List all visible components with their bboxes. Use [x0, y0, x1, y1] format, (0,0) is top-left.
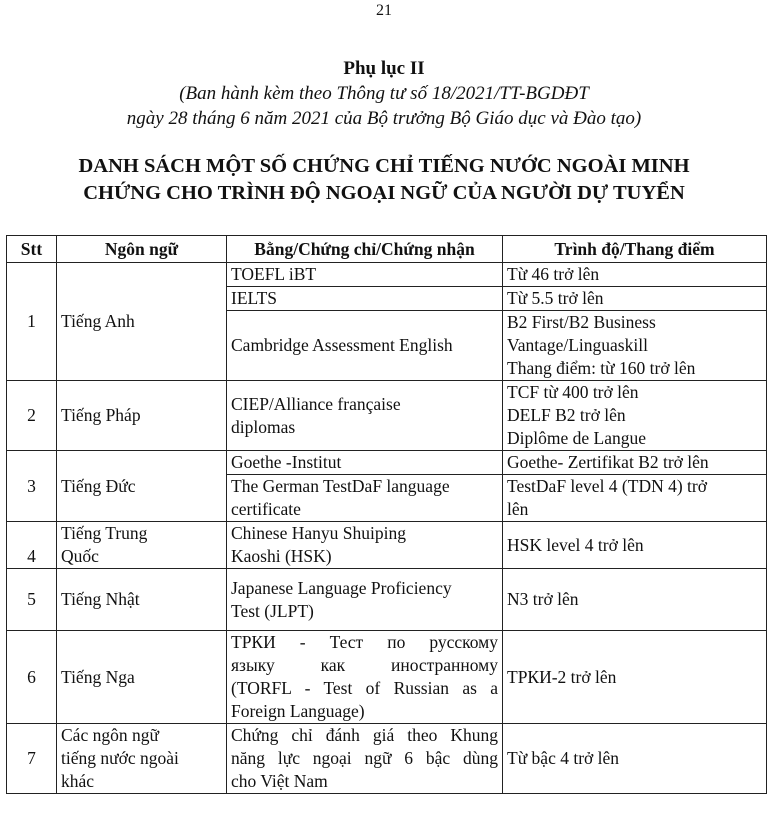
row-stt: 2	[7, 381, 57, 451]
cert-name-line: Foreign Language)	[231, 701, 365, 721]
cert-name-line: diplomas	[231, 416, 296, 437]
row-language	[57, 522, 227, 569]
cert-name-line: Chinese Hanyu Shuiping	[231, 523, 406, 543]
cert-name-line: Test (JLPT)	[231, 600, 314, 621]
cert-name-line: certificate	[231, 499, 301, 519]
cert-level: Từ 5.5 trở lên	[503, 287, 767, 311]
cert-level-line: TestDaF level 4 (TDN 4) trở	[507, 476, 707, 496]
document-heading-line1: DANH SÁCH MỘT SỐ CHỨNG CHỈ TIẾNG NƯỚC NGOÀI MINH	[78, 155, 690, 177]
table-row	[7, 263, 767, 287]
header-stt: Stt	[7, 236, 57, 263]
page-number: 21	[376, 2, 392, 19]
cert-level-line: lên	[507, 499, 529, 519]
cert-name	[227, 522, 503, 569]
document-heading-line2: CHỨNG CHO TRÌNH ĐỘ NGOẠI NGỮ CỦA NGƯỜI DỰ TUYỂN	[83, 182, 685, 204]
cert-level: N3 trở lên	[503, 569, 767, 631]
cert-name: IELTS	[227, 287, 503, 311]
appendix-title: Phụ lục II	[343, 58, 425, 79]
cert-level-line: TCF từ 400 trở lên	[507, 382, 639, 402]
cert-name-line: Kaoshi (HSK)	[231, 546, 332, 566]
row-language-line: Tiếng Trung	[61, 523, 148, 543]
table-row	[7, 569, 767, 631]
cert-level: Goethe- Zertifikat B2 trở lên	[503, 451, 767, 475]
cert-name-line: Japanese Language Proficiency	[231, 577, 452, 598]
cert-name: Goethe -Institut	[227, 451, 503, 475]
row-language: Tiếng Nga	[57, 631, 227, 724]
table-row	[7, 724, 767, 794]
table-row	[7, 451, 767, 475]
row-language: Tiếng Pháp	[57, 381, 227, 451]
header-language: Ngôn ngữ	[57, 236, 227, 263]
cert-name	[227, 381, 503, 451]
cert-name	[227, 631, 503, 724]
cert-name-line: năng lực ngoại ngữ 6 bậc dùng	[231, 748, 498, 768]
cert-level	[503, 381, 767, 451]
cert-level: HSK level 4 trở lên	[503, 522, 767, 569]
cert-level: ТРКИ-2 trở lên	[503, 631, 767, 724]
table-row	[7, 381, 767, 451]
cert-level: Từ 46 trở lên	[503, 263, 767, 287]
cert-name	[227, 569, 503, 631]
cert-name	[227, 724, 503, 794]
cert-level	[503, 311, 767, 381]
row-stt: 5	[7, 569, 57, 631]
row-language: Tiếng Đức	[57, 451, 227, 522]
row-stt: 3	[7, 451, 57, 522]
row-stt: 4	[7, 522, 57, 569]
cert-name-line: языку как иностранному	[231, 655, 498, 675]
row-language-line: tiếng nước ngoài	[61, 748, 179, 768]
cert-level: Từ bậc 4 trở lên	[503, 724, 767, 794]
certificate-table	[6, 235, 767, 794]
table-row	[7, 631, 767, 724]
cert-name-line: cho Việt Nam	[231, 771, 328, 791]
cert-name-line: Chứng chỉ đánh giá theo Khung	[231, 725, 498, 745]
row-language: Tiếng Anh	[57, 263, 227, 381]
row-language	[57, 724, 227, 794]
cert-level-line: B2 First/B2 Business	[507, 312, 656, 332]
cert-name: Cambridge Assessment English	[227, 311, 503, 381]
table-header-row	[7, 236, 767, 263]
row-stt: 1	[7, 263, 57, 381]
row-language: Tiếng Nhật	[57, 569, 227, 631]
cert-level-line: Thang điểm: từ 160 trở lên	[507, 358, 696, 378]
appendix-subtitle-line2: ngày 28 tháng 6 năm 2021 của Bộ trưởng Bộ Giáo dục và Đào tạo)	[126, 108, 642, 129]
cert-name-line: (TORFL - Test of Russian as a	[231, 678, 498, 698]
row-language-line: Quốc	[61, 546, 99, 566]
cert-name-line: The German TestDaF language	[231, 476, 450, 496]
row-stt: 7	[7, 724, 57, 794]
header-level: Trình độ/Thang điểm	[503, 236, 767, 263]
table-row	[7, 522, 767, 569]
cert-name-line: CIEP/Alliance française	[231, 393, 401, 414]
cert-level-line: Vantage/Linguaskill	[507, 335, 648, 355]
cert-level	[503, 475, 767, 522]
cert-level-line: Diplôme de Langue	[507, 428, 646, 448]
cert-name	[227, 475, 503, 522]
row-stt: 6	[7, 631, 57, 724]
cert-name-line: ТРКИ - Тест по русскому	[231, 632, 498, 652]
header-certificate: Bằng/Chứng chỉ/Chứng nhận	[227, 236, 503, 263]
appendix-subtitle-line1: (Ban hành kèm theo Thông tư số 18/2021/TT-BGDĐT	[179, 83, 589, 104]
cert-name: TOEFL iBT	[227, 263, 503, 287]
row-language-line: khác	[61, 771, 95, 791]
cert-level-line: DELF B2 trở lên	[507, 405, 626, 425]
row-language-line: Các ngôn ngữ	[61, 725, 159, 745]
